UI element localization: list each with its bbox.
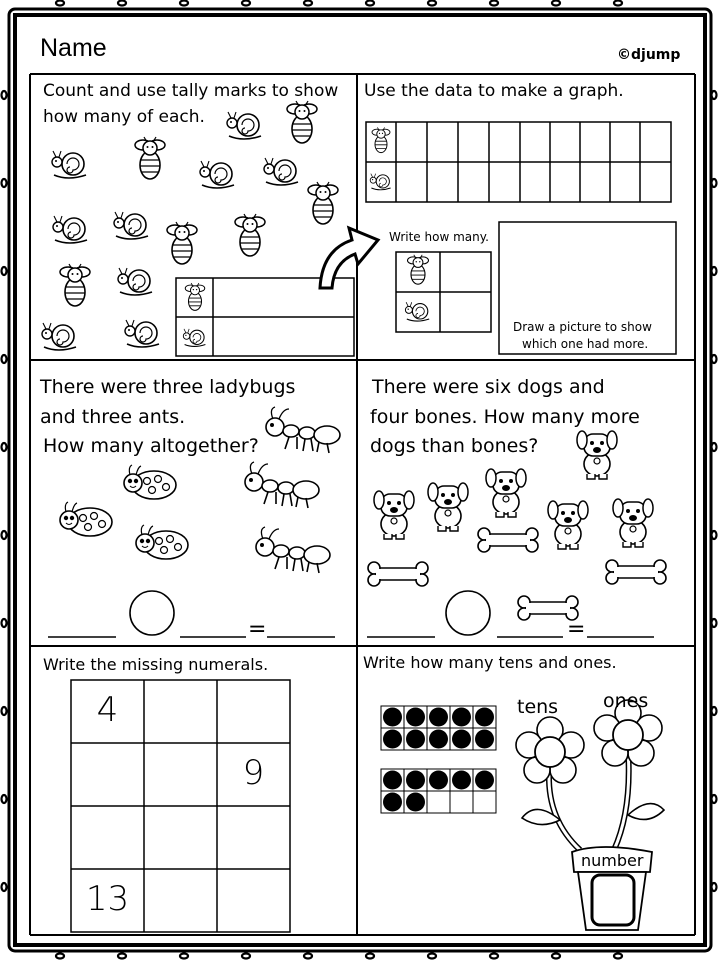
- border-dot: [712, 795, 717, 803]
- name-label: Name: [40, 34, 107, 62]
- dog-icon: [577, 431, 617, 479]
- draw-picture-box[interactable]: [499, 222, 676, 354]
- ant-icon: [266, 407, 340, 453]
- outer-border: [9, 9, 711, 951]
- draw-picture-label-line2: which one had more.: [522, 337, 649, 351]
- dog-equals-sign: =: [567, 617, 586, 642]
- counter-dot: [406, 730, 425, 749]
- border-dot: [118, 1, 126, 6]
- counter-dot: [383, 730, 402, 749]
- flower-pot-illustration: [516, 700, 664, 930]
- graph-grid[interactable]: [366, 122, 671, 202]
- ten-frames: [381, 706, 496, 813]
- counter-dot: [429, 771, 448, 790]
- border-dot: [552, 954, 560, 959]
- border-dot: [712, 531, 717, 539]
- tally-table[interactable]: [176, 278, 354, 356]
- flower-icon: [516, 717, 584, 783]
- bee-icon: [408, 255, 429, 284]
- counter-dot: [475, 730, 494, 749]
- tally-prompt-line2: how many of each.: [43, 107, 205, 127]
- border-dot: [712, 267, 717, 275]
- dog-question-line3: dogs than bones?: [370, 435, 539, 457]
- border-dot: [304, 954, 312, 959]
- counter-dot: [429, 708, 448, 727]
- ladybugs: [60, 465, 188, 559]
- snail-icon: [114, 212, 148, 239]
- bee-icon: [308, 182, 338, 224]
- ten-frame-cell: [450, 791, 473, 813]
- snail-icon: [118, 268, 152, 295]
- snail-icon: [264, 158, 298, 185]
- border-dot: [712, 443, 717, 451]
- counter-dot: [383, 771, 402, 790]
- counter-dot: [475, 708, 494, 727]
- border-dot: [2, 355, 7, 363]
- snail-icon: [125, 320, 159, 347]
- border-dot: [712, 355, 717, 363]
- ladybug-question-line1: There were three ladybugs: [40, 376, 296, 398]
- bee-icon: [135, 137, 165, 179]
- tally-bees: [60, 101, 338, 306]
- snail-icon: [405, 302, 429, 321]
- bone-icon: [478, 528, 538, 552]
- counter-dot: [452, 730, 471, 749]
- border-dot: [712, 91, 717, 99]
- ladybug-question-line3: How many altogether?: [43, 435, 259, 457]
- dog-question-line1: There were six dogs and: [372, 376, 605, 398]
- counter-dot: [383, 708, 402, 727]
- border-dot: [2, 267, 7, 275]
- ants: [245, 407, 340, 573]
- snail-icon: [53, 216, 87, 243]
- ones-label: ones: [603, 690, 649, 712]
- border-dot: [712, 179, 717, 187]
- ladybug-question-line2: and three ants.: [40, 406, 186, 428]
- bee-icon: [372, 127, 390, 152]
- counter-dot: [383, 793, 402, 812]
- border-dot: [2, 619, 7, 627]
- border-dot: [428, 1, 436, 6]
- border-dot: [614, 954, 622, 959]
- bee-icon: [287, 101, 317, 143]
- border-dot: [490, 954, 498, 959]
- border-dot: [614, 1, 622, 6]
- counter-dot: [406, 708, 425, 727]
- border-dot: [118, 954, 126, 959]
- border-dot: [712, 619, 717, 627]
- border-dot: [180, 1, 188, 6]
- dog-icon: [548, 501, 588, 549]
- numeral-cell: 9: [242, 753, 265, 793]
- ladybug-icon: [60, 502, 112, 536]
- ladybug-icon: [136, 525, 188, 559]
- border-dot: [366, 1, 374, 6]
- border-dot: [56, 1, 64, 6]
- border-dot: [2, 707, 7, 715]
- numerals-prompt: Write the missing numerals.: [43, 655, 269, 674]
- counter-dot: [429, 730, 448, 749]
- numeral-cell: 4: [96, 690, 119, 730]
- border-dot: [2, 795, 7, 803]
- dog-equation[interactable]: [367, 591, 654, 637]
- ten-frame-cell: [427, 791, 450, 813]
- bee-icon: [60, 264, 90, 306]
- border-dot: [552, 1, 560, 6]
- border-dot: [242, 954, 250, 959]
- graph-prompt: Use the data to make a graph.: [364, 81, 624, 101]
- border-dot: [712, 883, 717, 891]
- border-dot: [2, 883, 7, 891]
- snail-icon: [370, 174, 390, 190]
- border-dot: [428, 954, 436, 959]
- border-dot: [304, 1, 312, 6]
- bone-icon: [368, 562, 428, 586]
- counter-dot: [406, 771, 425, 790]
- counter-dot: [475, 771, 494, 790]
- ladybug-icon: [124, 465, 176, 499]
- border-dot: [180, 954, 188, 959]
- border-dot: [2, 91, 7, 99]
- tens-label: tens: [517, 696, 559, 718]
- snail-icon: [52, 151, 86, 178]
- ant-icon: [256, 527, 330, 573]
- bee-icon: [167, 222, 197, 264]
- counter-dot: [452, 708, 471, 727]
- counter-dot: [406, 793, 425, 812]
- numeral-cell: 13: [85, 879, 130, 919]
- counter-dot: [452, 771, 471, 790]
- number-label: number: [581, 851, 644, 870]
- ladybug-equation[interactable]: [48, 591, 335, 637]
- ladybug-equals-sign: =: [248, 617, 267, 642]
- credit-text: ©djump: [617, 47, 681, 63]
- write-how-many-label: Write how many.: [389, 230, 489, 244]
- dog-icon: [613, 499, 653, 547]
- snail-icon: [200, 161, 234, 188]
- draw-picture-label-line1: Draw a picture to show: [513, 320, 652, 334]
- border-dot: [712, 707, 717, 715]
- border-dot: [2, 179, 7, 187]
- border-dot: [242, 1, 250, 6]
- ant-icon: [245, 462, 319, 508]
- dog-icon: [486, 469, 526, 517]
- snail-icon: [227, 112, 261, 139]
- tally-prompt-line1: Count and use tally marks to show: [43, 81, 339, 101]
- bone-icon: [606, 560, 666, 584]
- bee-icon: [235, 214, 265, 256]
- number-answer-box[interactable]: [592, 875, 634, 925]
- dog-icon: [374, 491, 414, 539]
- tens-ones-prompt: Write how many tens and ones.: [363, 653, 617, 672]
- ten-frame-cell: [473, 791, 496, 813]
- snail-icon: [42, 323, 76, 350]
- dog-question-line2: four bones. How many more: [370, 406, 640, 428]
- border-dot: [2, 531, 7, 539]
- border-dot: [490, 1, 498, 6]
- border-dot: [2, 443, 7, 451]
- bones: [368, 528, 666, 620]
- border-dot: [56, 954, 64, 959]
- dog-icon: [428, 483, 468, 531]
- border-dot: [366, 954, 374, 959]
